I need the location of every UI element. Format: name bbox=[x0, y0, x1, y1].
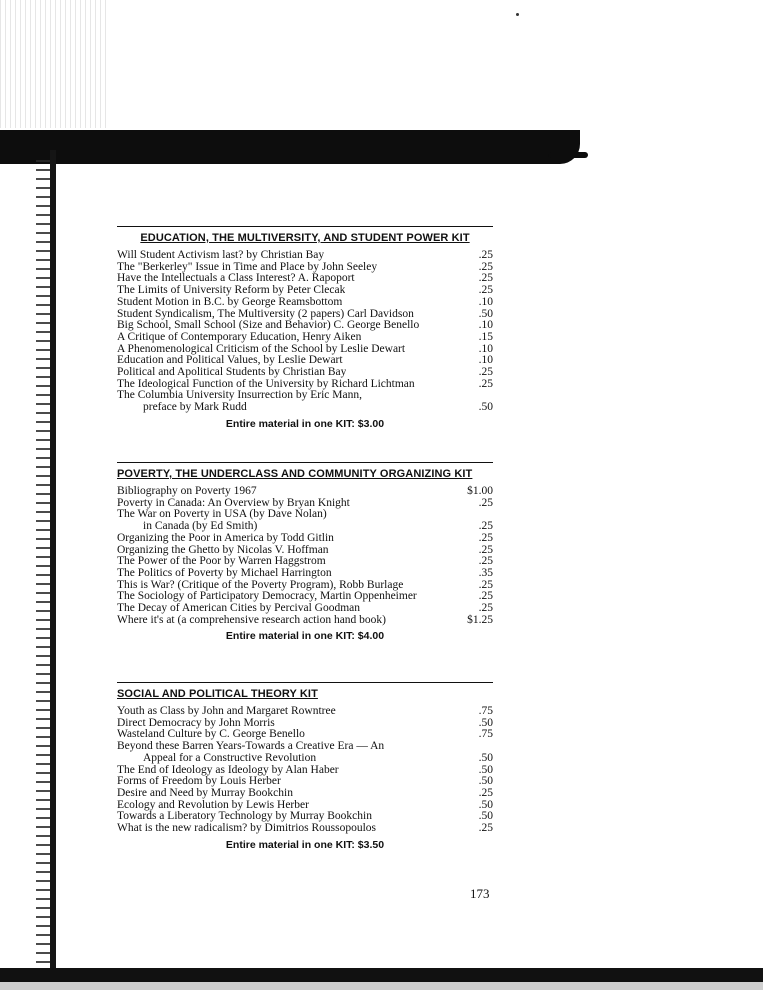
item-price: .50 bbox=[478, 751, 493, 764]
page-number: 173 bbox=[470, 886, 490, 901]
item-title: preface by Mark Rudd bbox=[143, 402, 247, 414]
item-title: Organizing the Ghetto by Nicolas V. Hoffman bbox=[117, 544, 329, 556]
item-price: .50 bbox=[478, 810, 493, 823]
item-price: .75 bbox=[478, 728, 493, 741]
item-title: The Decay of American Cities by Percival Goodman bbox=[117, 603, 361, 615]
item-title: Student Syndicalism, The Multiversity (2 papers) Carl Davidson bbox=[117, 308, 414, 320]
item-title: The Power of the Poor by Warren Haggstrom bbox=[117, 556, 326, 568]
item-price: .25 bbox=[478, 531, 493, 544]
item-title: Where it's at (a comprehensive research action hand book) bbox=[117, 614, 387, 626]
item-price: .25 bbox=[478, 272, 493, 285]
item-list bbox=[117, 250, 493, 414]
item-title: Organizing the Poor in America by Todd Gitlin bbox=[117, 532, 334, 544]
list-item bbox=[117, 262, 493, 274]
kit-section-education bbox=[117, 226, 493, 430]
list-item bbox=[117, 823, 493, 835]
list-item bbox=[117, 765, 493, 777]
list-item bbox=[117, 509, 493, 521]
item-title: Education and Political Values, by Leslie Dewart bbox=[117, 355, 343, 367]
list-item bbox=[117, 706, 493, 718]
list-item bbox=[117, 568, 493, 580]
list-item bbox=[117, 521, 493, 533]
list-item bbox=[117, 776, 493, 788]
item-price: .25 bbox=[478, 543, 493, 556]
section-rule bbox=[117, 226, 493, 227]
list-item bbox=[117, 533, 493, 545]
list-item bbox=[117, 615, 493, 627]
item-price: .25 bbox=[478, 249, 493, 261]
item-price: .10 bbox=[478, 295, 493, 308]
item-title: This is War? (Critique of the Poverty Program), Robb Burlage bbox=[117, 579, 404, 591]
scan-binding-shadow-left bbox=[50, 150, 56, 980]
item-price: .25 bbox=[478, 555, 493, 568]
list-item bbox=[117, 580, 493, 592]
item-title: Wasteland Culture by C. George Benello bbox=[117, 729, 305, 741]
item-title: The Columbia University Insurrection by Eric Mann, bbox=[117, 390, 362, 402]
item-title: The End of Ideology as Ideology by Alan Haber bbox=[117, 764, 339, 776]
item-title: Big School, Small School (Size and Behavior) C. George Benello bbox=[117, 320, 420, 332]
item-title: Student Motion in B.C. by George Reamsbottom bbox=[117, 296, 343, 308]
item-title: Forms of Freedom by Louis Herber bbox=[117, 776, 281, 788]
item-price: .25 bbox=[478, 377, 493, 390]
list-item bbox=[117, 800, 493, 812]
kit-total: Entire material in one KIT: $4.00 bbox=[225, 630, 385, 643]
scan-margin-artifact bbox=[0, 0, 110, 128]
item-title: Political and Apolitical Students by Christian Bay bbox=[117, 367, 347, 379]
item-title: Will Student Activism last? by Christian Bay bbox=[117, 250, 325, 261]
kit-section-social-theory bbox=[117, 682, 493, 851]
list-item bbox=[117, 603, 493, 615]
list-item bbox=[117, 344, 493, 356]
item-price: .50 bbox=[478, 798, 493, 811]
item-title: The War on Poverty in USA (by Dave Nolan) bbox=[117, 509, 327, 521]
item-price: .25 bbox=[478, 602, 493, 615]
item-price: .25 bbox=[478, 496, 493, 509]
item-list bbox=[117, 706, 493, 835]
item-price: .25 bbox=[478, 590, 493, 603]
list-item bbox=[117, 729, 493, 741]
item-price: .50 bbox=[478, 716, 493, 729]
item-title: Direct Democracy by John Morris bbox=[117, 717, 275, 729]
item-price: .50 bbox=[478, 763, 493, 776]
item-title: Beyond these Barren Years-Towards a Creative Era — An bbox=[117, 741, 385, 753]
item-price: .75 bbox=[478, 705, 493, 717]
item-title: Poverty in Canada: An Overview by Bryan Knight bbox=[117, 497, 350, 509]
item-title: in Canada (by Ed Smith) bbox=[143, 521, 258, 533]
list-item bbox=[117, 402, 493, 414]
item-price: .10 bbox=[478, 319, 493, 332]
list-item bbox=[117, 545, 493, 557]
item-title: Ecology and Revolution by Lewis Herber bbox=[117, 799, 309, 811]
item-title: The "Berkerley" Issue in Time and Place by John Seeley bbox=[117, 261, 378, 273]
item-price: .25 bbox=[478, 822, 493, 835]
item-price: .10 bbox=[478, 342, 493, 355]
list-item bbox=[117, 285, 493, 297]
list-item bbox=[117, 486, 493, 498]
item-title: Bibliography on Poverty 1967 bbox=[117, 486, 257, 497]
list-item bbox=[117, 367, 493, 379]
item-title: Have the Intellectuals a Class Interest? A. Rapoport bbox=[117, 273, 355, 285]
item-title: Towards a Liberatory Technology by Murray Bookchin bbox=[117, 811, 372, 823]
list-item bbox=[117, 273, 493, 285]
list-item bbox=[117, 788, 493, 800]
list-item bbox=[117, 320, 493, 332]
list-item bbox=[117, 309, 493, 321]
kit-section-poverty bbox=[117, 462, 493, 642]
scan-speck bbox=[516, 13, 519, 16]
item-price: .50 bbox=[478, 401, 493, 414]
item-price: .15 bbox=[478, 330, 493, 343]
item-title: The Politics of Poverty by Michael Harrington bbox=[117, 567, 332, 579]
scan-bottom-margin bbox=[0, 982, 763, 990]
list-item bbox=[117, 355, 493, 367]
item-price: .50 bbox=[478, 775, 493, 788]
item-list bbox=[117, 486, 493, 626]
item-title: Appeal for a Constructive Revolution bbox=[143, 752, 317, 764]
item-title: A Phenomenological Criticism of the School by Leslie Dewart bbox=[117, 343, 406, 355]
list-item bbox=[117, 741, 493, 753]
list-item bbox=[117, 718, 493, 730]
section-heading: SOCIAL AND POLITICAL THEORY KIT bbox=[117, 688, 318, 700]
item-title: The Sociology of Participatory Democracy, Martin Oppenheimer bbox=[117, 591, 417, 603]
item-title: The Ideological Function of the University by Richard Lichtman bbox=[117, 378, 415, 390]
list-item bbox=[117, 753, 493, 765]
item-price: .25 bbox=[478, 366, 493, 379]
item-title: A Critique of Contemporary Education, Henry Aiken bbox=[117, 331, 362, 343]
item-price: .25 bbox=[478, 578, 493, 591]
item-price: .50 bbox=[478, 307, 493, 320]
kit-total: Entire material in one KIT: $3.00 bbox=[225, 417, 385, 430]
list-item bbox=[117, 811, 493, 823]
list-item bbox=[117, 556, 493, 568]
list-item bbox=[117, 297, 493, 309]
list-item bbox=[117, 591, 493, 603]
section-heading: POVERTY, THE UNDERCLASS AND COMMUNITY ORGANIZING KIT bbox=[117, 468, 473, 480]
scan-bottom-edge bbox=[0, 968, 763, 982]
item-title: Desire and Need by Murray Bookchin bbox=[117, 787, 293, 799]
list-item bbox=[117, 498, 493, 510]
item-price: .25 bbox=[478, 786, 493, 799]
item-title: What is the new radicalism? by Dimitrios Roussopoulos bbox=[117, 823, 377, 835]
item-price: .10 bbox=[478, 354, 493, 367]
list-item bbox=[117, 332, 493, 344]
item-title: Youth as Class by John and Margaret Rowntree bbox=[117, 706, 336, 717]
item-price: .25 bbox=[478, 260, 493, 273]
item-title: The Limits of University Reform by Peter Clecak bbox=[117, 285, 346, 297]
section-heading: EDUCATION, THE MULTIVERSITY, AND STUDENT POWER KIT bbox=[140, 232, 470, 244]
kit-total: Entire material in one KIT: $3.50 bbox=[225, 838, 385, 851]
item-price: $1.25 bbox=[467, 613, 493, 626]
scan-binding-shadow-top bbox=[0, 130, 580, 164]
section-rule bbox=[117, 462, 493, 463]
item-price: .25 bbox=[478, 520, 493, 533]
list-item bbox=[117, 379, 493, 391]
item-price: .25 bbox=[478, 284, 493, 297]
section-rule bbox=[117, 682, 493, 683]
list-item bbox=[117, 390, 493, 402]
item-price: .35 bbox=[478, 566, 493, 579]
item-price: $1.00 bbox=[467, 485, 493, 497]
list-item bbox=[117, 250, 493, 262]
